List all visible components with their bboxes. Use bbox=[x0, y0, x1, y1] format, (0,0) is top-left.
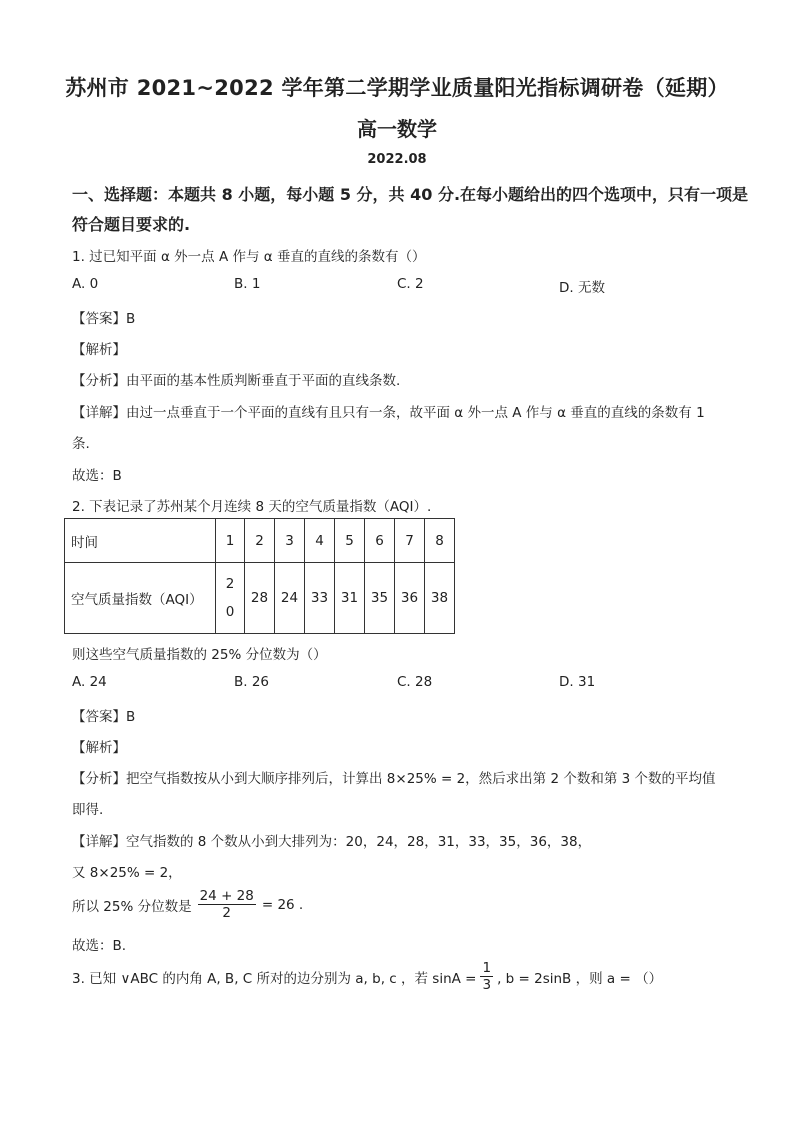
q2-analysis-label: 【解析】 bbox=[72, 740, 126, 756]
q2-detail-line3 bbox=[72, 888, 303, 921]
fraction-numerator: 1 bbox=[482, 960, 492, 976]
section-heading-line2: 符合题目要求的. bbox=[72, 215, 191, 234]
q2-question: 则这些空气质量指数的 25% 分位数为（） bbox=[72, 647, 327, 663]
q3-stem-prefix: 3. 已知 ∨ABC 的内角 A, B, C 所对的边分别为 a, b, c ，若 sinA = bbox=[72, 970, 477, 987]
q3-stem bbox=[72, 960, 662, 993]
q2-detail-prefix: 所以 25% 分位数是 bbox=[72, 898, 192, 915]
q2-detail-suffix: = 26 . bbox=[261, 896, 304, 913]
q2-option-b: B. 26 bbox=[234, 674, 270, 690]
table-cell-day: 4 bbox=[305, 519, 335, 563]
fraction bbox=[480, 960, 493, 993]
q2-answer: 【答案】B bbox=[72, 709, 136, 725]
table-cell-time-label: 时间 bbox=[65, 519, 216, 563]
q2-option-a: A. 24 bbox=[72, 674, 107, 690]
table-cell-aqi-value: 24 bbox=[275, 563, 305, 634]
q1-choose: 故选：B bbox=[72, 468, 122, 484]
q1-stem: 1. 过已知平面 α 外一点 A 作与 α 垂直的直线的条数有（） bbox=[72, 249, 426, 265]
table-cell-day: 5 bbox=[335, 519, 365, 563]
table-cell-aqi-value: 38 bbox=[425, 563, 455, 634]
table-cell-day: 6 bbox=[365, 519, 395, 563]
table-cell-day: 8 bbox=[425, 519, 455, 563]
table-row bbox=[65, 519, 455, 563]
q1-option-a: A. 0 bbox=[72, 276, 99, 292]
table-cell-aqi-value: 31 bbox=[335, 563, 365, 634]
q1-detail-line2: 条. bbox=[72, 436, 90, 452]
exam-title: 苏州市 2021~2022 学年第二学期学业质量阳光指标调研卷（延期） bbox=[65, 76, 729, 100]
table-cell-aqi-value: 28 bbox=[245, 563, 275, 634]
section-heading-line1: 一、选择题：本题共 8 小题，每小题 5 分，共 40 分.在每小题给出的四个选项中，只有一项是 bbox=[72, 185, 749, 204]
q1-option-b: B. 1 bbox=[234, 276, 261, 292]
fraction bbox=[198, 888, 256, 921]
aqi-second-digit: 0 bbox=[225, 604, 235, 620]
q1-detail-line1: 【详解】由过一点垂直于一个平面的直线有且只有一条，故平面 α 外一点 A 作与 α 垂直的直线的条数有 1 bbox=[72, 405, 705, 421]
q2-fenxi-line2: 即得. bbox=[72, 802, 104, 818]
q2-fenxi-line1: 【分析】把空气指数按从小到大顺序排列后，计算出 8×25% = 2，然后求出第 2 个数和第 3 个数的平均值 bbox=[72, 771, 716, 787]
q1-option-c: C. 2 bbox=[397, 276, 424, 292]
table-cell-aqi-value: 33 bbox=[305, 563, 335, 634]
table-cell-day: 2 bbox=[245, 519, 275, 563]
q2-detail-line2: 又 8×25% = 2， bbox=[72, 865, 182, 881]
table-cell-aqi-value: 36 bbox=[395, 563, 425, 634]
q3-stem-suffix: , b = 2sinB ，则 a = （） bbox=[497, 970, 663, 987]
q2-stem: 2. 下表记录了苏州某个月连续 8 天的空气质量指数（AQI）. bbox=[72, 499, 432, 515]
q2-detail-line1: 【详解】空气指数的 8 个数从小到大排列为：20，24，28，31，33，35，36，38， bbox=[72, 834, 592, 850]
q2-option-d: D. 31 bbox=[559, 674, 596, 690]
q1-option-d: D. 无数 bbox=[559, 280, 605, 296]
q1-analysis-label: 【解析】 bbox=[72, 342, 126, 358]
table-cell-day: 7 bbox=[395, 519, 425, 563]
aqi-table bbox=[64, 518, 455, 634]
q1-fenxi: 【分析】由平面的基本性质判断垂直于平面的直线条数. bbox=[72, 373, 401, 389]
exam-date: 2022.08 bbox=[367, 152, 427, 167]
table-row bbox=[65, 563, 455, 634]
aqi-first-digit: 2 bbox=[225, 576, 235, 592]
table-cell-day: 1 bbox=[216, 519, 245, 563]
q2-option-c: C. 28 bbox=[397, 674, 433, 690]
q1-answer: 【答案】B bbox=[72, 311, 136, 327]
table-cell-aqi-value: 35 bbox=[365, 563, 395, 634]
fraction-numerator: 24 + 28 bbox=[199, 888, 254, 904]
fraction-denominator: 2 bbox=[222, 905, 232, 921]
exam-subtitle: 高一数学 bbox=[357, 117, 437, 141]
q2-choose: 故选：B. bbox=[72, 938, 127, 954]
fraction-denominator: 3 bbox=[482, 977, 492, 993]
table-cell-aqi-label: 空气质量指数（AQI） bbox=[65, 563, 216, 634]
table-cell-day: 3 bbox=[275, 519, 305, 563]
table-cell-aqi-value bbox=[216, 563, 245, 634]
